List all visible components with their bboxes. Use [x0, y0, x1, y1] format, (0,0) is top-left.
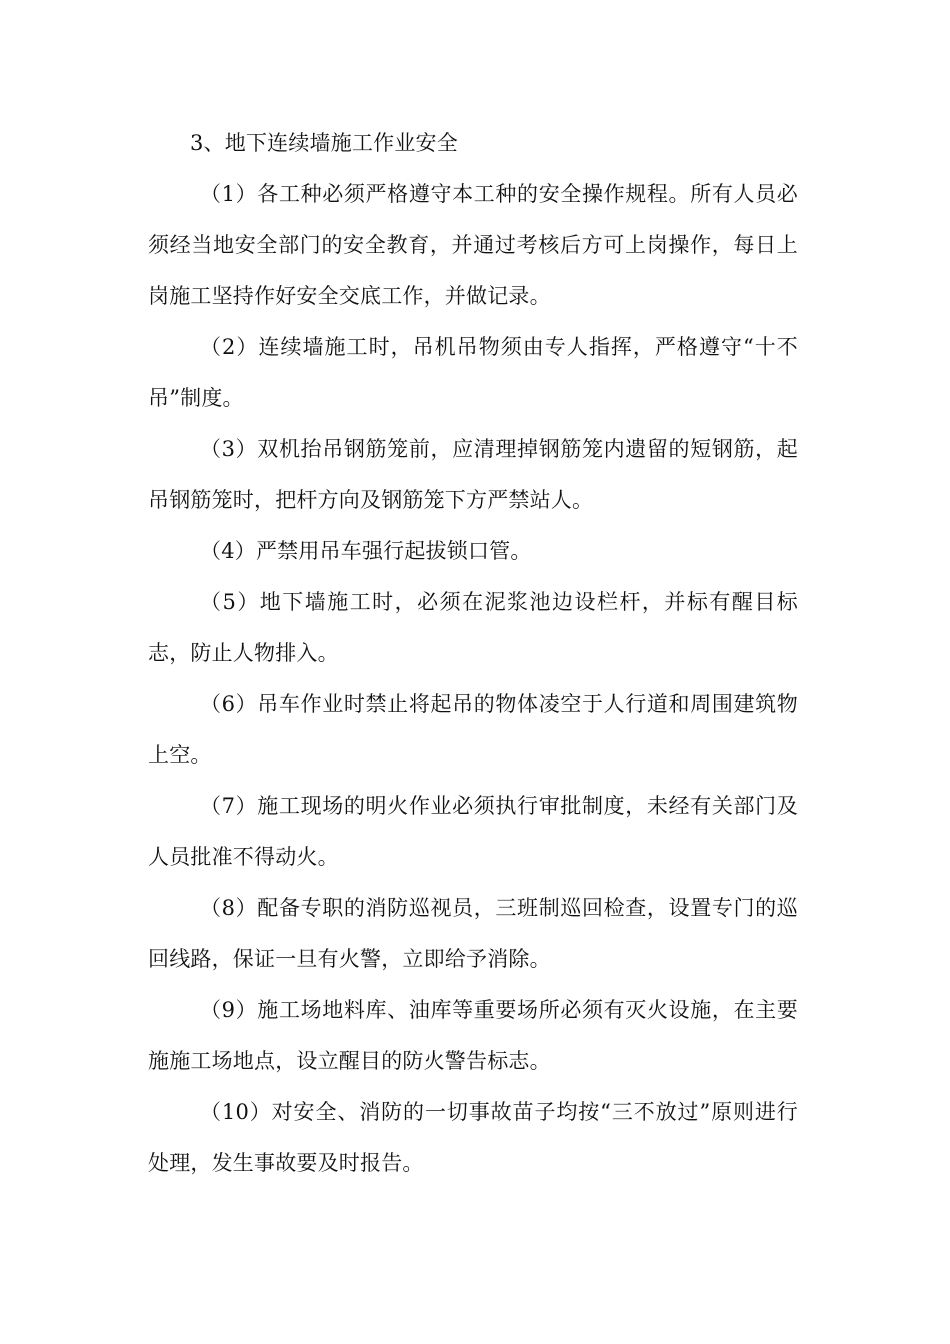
- document-body: [148, 118, 798, 1189]
- paragraph-3: （3）双机抬吊钢筋笼前，应清理掉钢筋笼内遗留的短钢筋，起吊钢筋笼时，把杆方向及钢筋笼下方严禁站人。: [148, 437, 798, 512]
- paragraph-9: （9）施工场地料库、油库等重要场所必须有灭火设施，在主要施施工场地点，设立醒目的防火警告标志。: [148, 998, 798, 1073]
- paragraph-5: （5）地下墙施工时，必须在泥浆池边设栏杆，并标有醒目标志，防止人物排入。: [148, 590, 798, 665]
- paragraph-1: （1）各工种必须严格遵守本工种的安全操作规程。所有人员必须经当地安全部门的安全教育，并通过考核后方可上岗操作，每日上岗施工坚持作好安全交底工作，并做记录。: [148, 182, 798, 308]
- paragraph-10: （10）对安全、消防的一切事故苗子均按“三不放过”原则进行处理，发生事故要及时报告。: [148, 1100, 798, 1175]
- paragraph-2: （2）连续墙施工时，吊机吊物须由专人指挥，严格遵守“十不吊”制度。: [148, 335, 798, 410]
- paragraph-8: （8）配备专职的消防巡视员，三班制巡回检查，设置专门的巡回线路，保证一旦有火警，立即给予消除。: [148, 896, 798, 971]
- paragraph-6: （6）吊车作业时禁止将起吊的物体凌空于人行道和周围建筑物上空。: [148, 692, 798, 767]
- paragraph-4: （4）严禁用吊车强行起拔锁口管。: [200, 539, 532, 563]
- paragraph-7: （7）施工现场的明火作业必须执行审批制度，未经有关部门及人员批准不得动火。: [148, 794, 798, 869]
- section-heading: 3、地下连续墙施工作业安全: [190, 131, 458, 155]
